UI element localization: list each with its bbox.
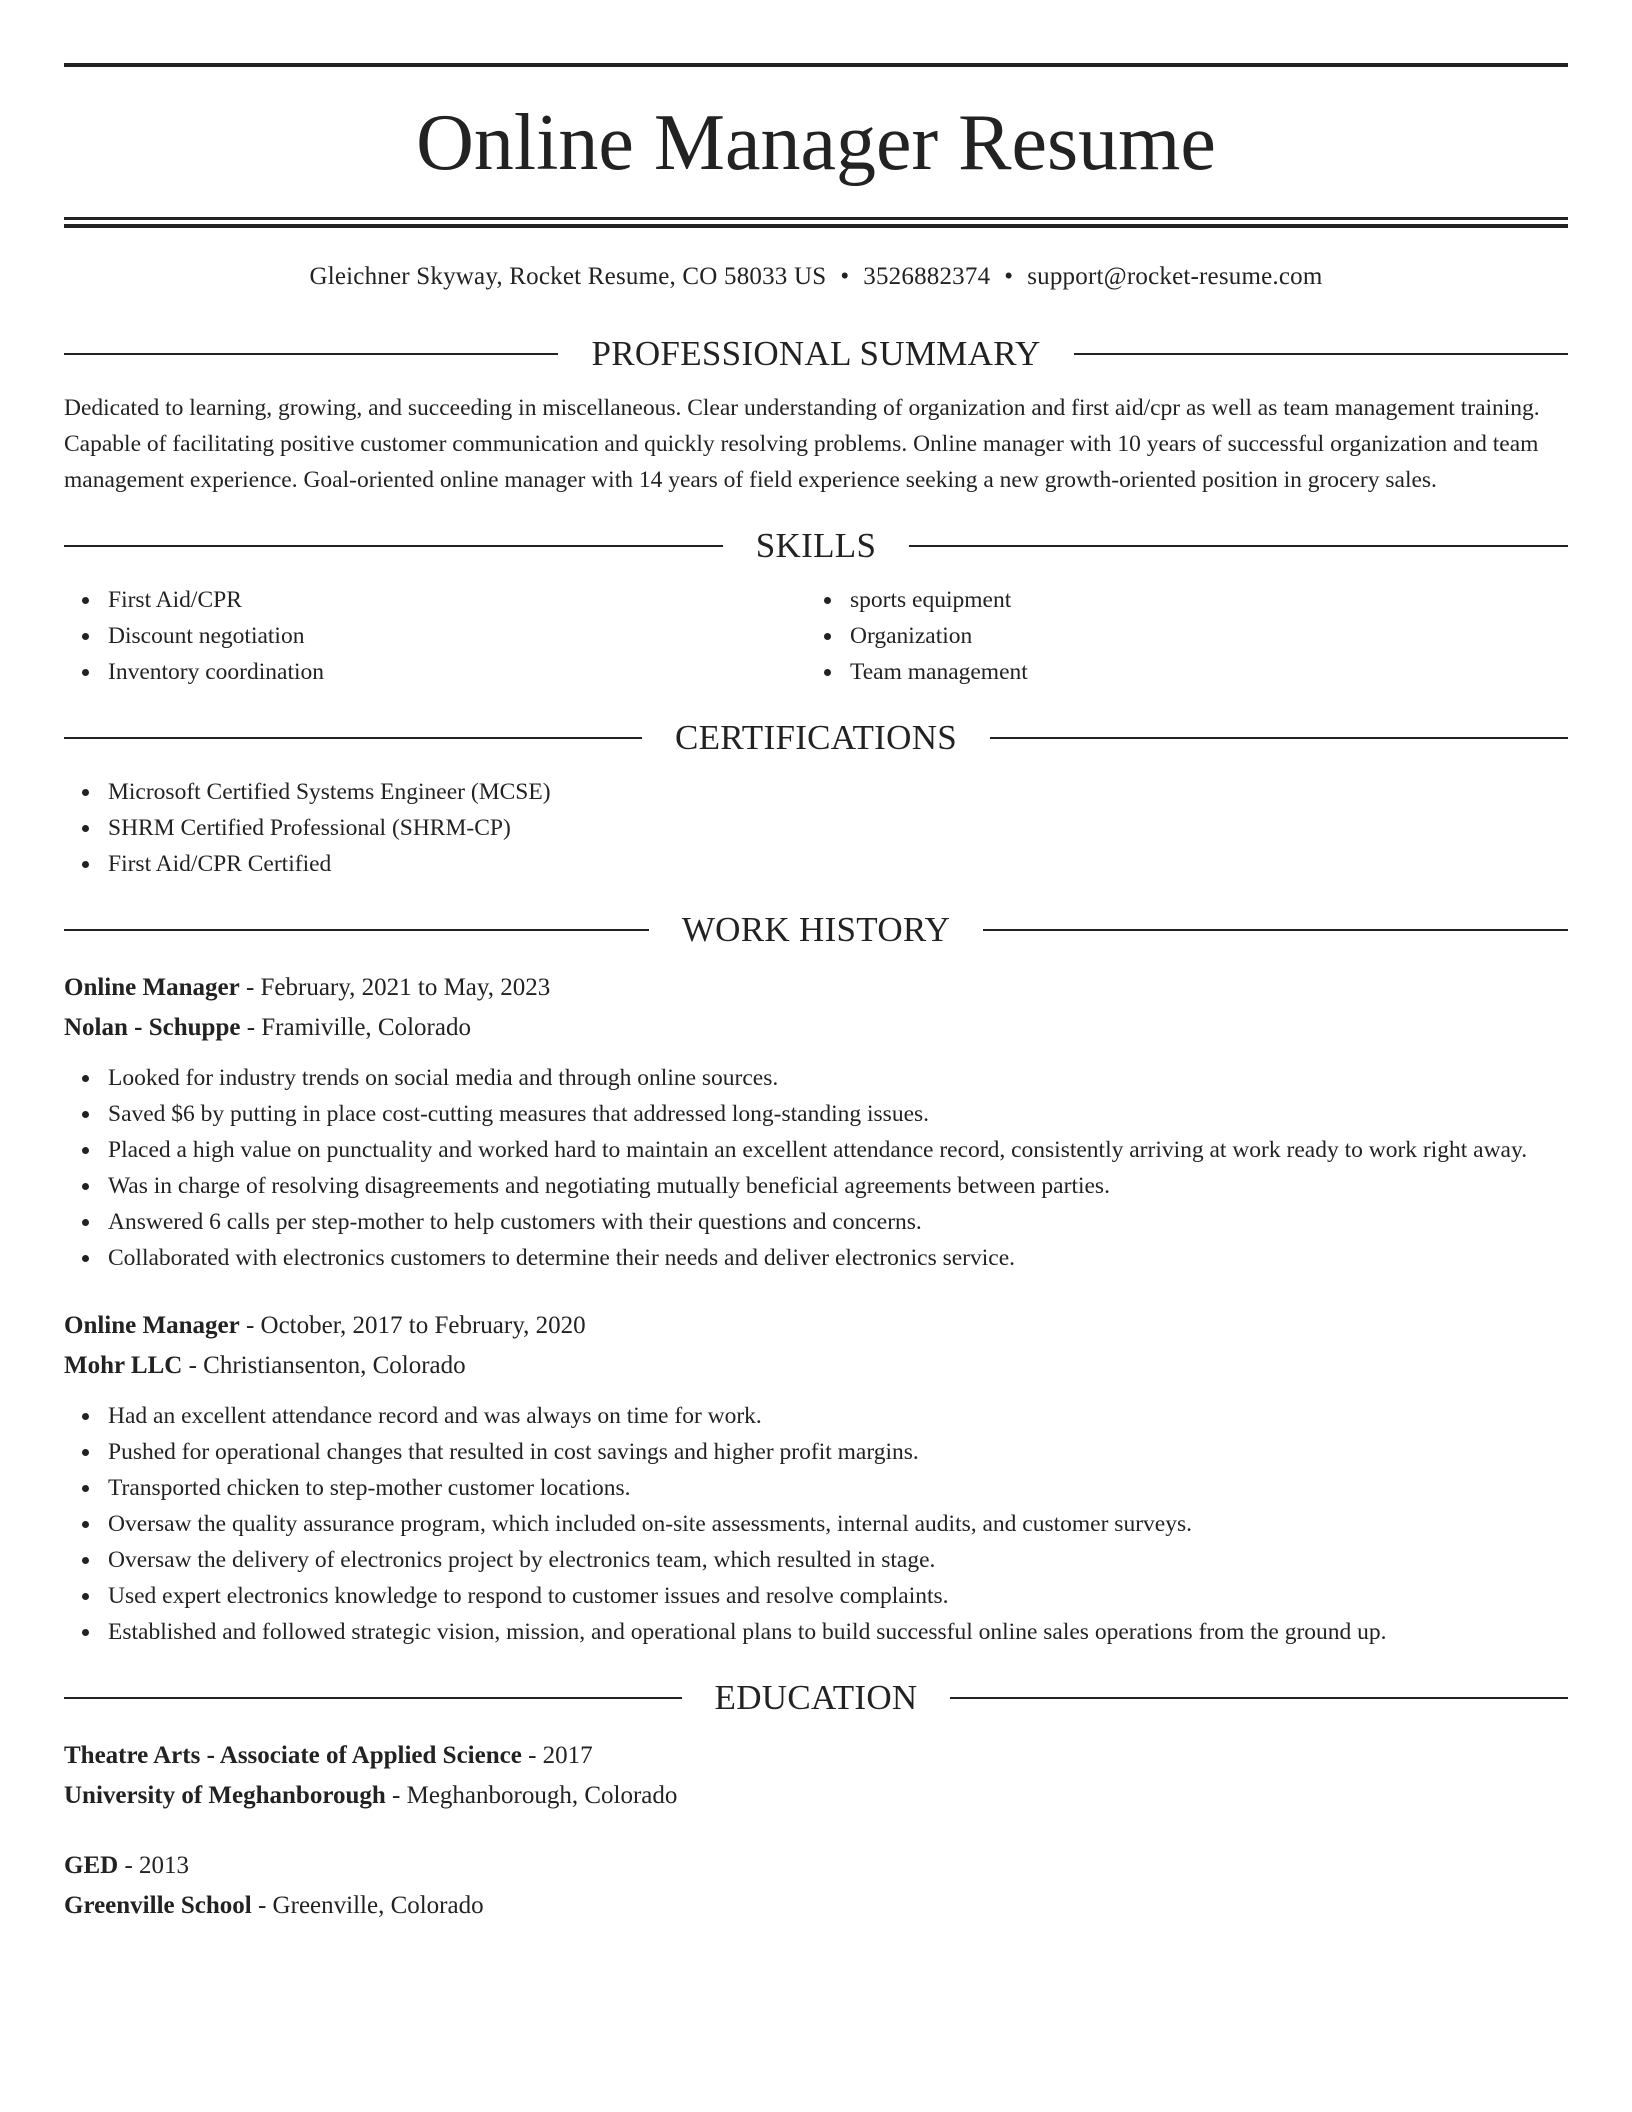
- education-degree-line: [64, 1736, 1568, 1776]
- page-title: Online Manager Resume: [416, 99, 1216, 187]
- education-degree: GED: [64, 1852, 119, 1879]
- job-title-line: [64, 968, 1568, 1008]
- contact-separator: •: [1004, 263, 1014, 290]
- list-item: Discount negotiation: [64, 618, 806, 654]
- skills-column-left: [64, 582, 806, 690]
- list-item: Collaborated with electronics customers to determine their needs and deliver electronics service.: [64, 1240, 1568, 1276]
- job-title: Online Manager: [64, 974, 240, 1001]
- contact-line: [64, 260, 1568, 294]
- education-year: - 2017: [521, 1742, 593, 1769]
- summary-text: Dedicated to learning, growing, and succeeding in miscellaneous. Clear understanding of organization and first aid/cpr as well as team management training. Capable of facilitating positive customer communication and quickly resolving problems. Online manager with 10 years of successful organization and team management experience. Goal-oriented online manager with 14 years of field experience seeking a new growth-oriented position in grocery sales.: [64, 395, 1540, 493]
- list-item: Organization: [806, 618, 1548, 654]
- education-school-line: [64, 1776, 1568, 1816]
- job-title: Online Manager: [64, 1312, 240, 1339]
- job-bullets: [64, 1060, 1568, 1276]
- section-heading-certifications: [64, 716, 1568, 760]
- education-degree-line: [64, 1846, 1568, 1886]
- job-title-line: [64, 1306, 1568, 1346]
- list-item: Team management: [806, 654, 1548, 690]
- job-bullets: [64, 1398, 1568, 1650]
- list-item: Was in charge of resolving disagreements and negotiating mutually beneficial agreements between parties.: [64, 1168, 1568, 1204]
- list-item: Oversaw the quality assurance program, which included on-site assessments, internal audits, and customer surveys.: [64, 1506, 1568, 1542]
- list-item: Placed a high value on punctuality and worked hard to maintain an excellent attendance record, consistently arriving at work ready to work right away.: [64, 1132, 1568, 1168]
- list-item: Saved $6 by putting in place cost-cutting measures that addressed long-standing issues.: [64, 1096, 1568, 1132]
- job-entry: [64, 968, 1568, 1276]
- section-heading-skills: [64, 524, 1568, 568]
- list-item: Used expert electronics knowledge to respond to customer issues and resolve complaints.: [64, 1578, 1568, 1614]
- certifications-list: [64, 774, 1568, 882]
- list-item: First Aid/CPR: [64, 582, 806, 618]
- list-item: Oversaw the delivery of electronics project by electronics team, which resulted in stage.: [64, 1542, 1568, 1578]
- title-double-rule: [64, 217, 1568, 228]
- list-item: Inventory coordination: [64, 654, 806, 690]
- education-entry: [64, 1736, 1568, 1816]
- education-location: - Meghanborough, Colorado: [385, 1782, 678, 1809]
- job-location: - Framiville, Colorado: [240, 1014, 471, 1041]
- education-school-line: [64, 1886, 1568, 1926]
- list-item: Pushed for operational changes that resulted in cost savings and higher profit margins.: [64, 1434, 1568, 1470]
- contact-address: Gleichner Skyway, Rocket Resume, CO 58033 US: [309, 263, 827, 290]
- section-heading-education: [64, 1676, 1568, 1720]
- job-dates: - October, 2017 to February, 2020: [239, 1312, 586, 1339]
- list-item: Answered 6 calls per step-mother to help customers with their questions and concerns.: [64, 1204, 1568, 1240]
- list-item: Had an excellent attendance record and was always on time for work.: [64, 1398, 1568, 1434]
- list-item: Looked for industry trends on social media and through online sources.: [64, 1060, 1568, 1096]
- job-dates: - February, 2021 to May, 2023: [239, 974, 551, 1001]
- job-location: - Christiansenton, Colorado: [182, 1352, 466, 1379]
- education-location: - Greenville, Colorado: [251, 1892, 484, 1919]
- skills-list: [64, 582, 1568, 690]
- education-school: University of Meghanborough: [64, 1782, 386, 1809]
- list-item: sports equipment: [806, 582, 1548, 618]
- list-item: Established and followed strategic vision, mission, and operational plans to build successful online sales operations from the ground up.: [64, 1614, 1568, 1650]
- list-item: SHRM Certified Professional (SHRM-CP): [64, 810, 1568, 846]
- top-rule: [64, 63, 1568, 67]
- job-company: Nolan - Schuppe: [64, 1014, 241, 1041]
- education-school: Greenville School: [64, 1892, 252, 1919]
- education-degree: Theatre Arts - Associate of Applied Science: [64, 1742, 522, 1769]
- section-heading-summary: [64, 332, 1568, 376]
- resume-page: [64, 0, 1568, 1926]
- section-heading-text: PROFESSIONAL SUMMARY: [591, 334, 1041, 373]
- section-heading-text: SKILLS: [755, 526, 877, 565]
- list-item: Microsoft Certified Systems Engineer (MCSE): [64, 774, 1568, 810]
- job-entry: [64, 1306, 1568, 1650]
- job-company-line: [64, 1346, 1568, 1386]
- education-year: - 2013: [118, 1852, 190, 1879]
- list-item: Transported chicken to step-mother customer locations.: [64, 1470, 1568, 1506]
- job-company: Mohr LLC: [64, 1352, 183, 1379]
- section-heading-text: EDUCATION: [714, 1678, 918, 1717]
- section-heading-text: CERTIFICATIONS: [674, 718, 958, 757]
- list-item: First Aid/CPR Certified: [64, 846, 1568, 882]
- contact-separator: •: [840, 263, 850, 290]
- contact-phone: 3526882374: [863, 263, 991, 290]
- education-entry: [64, 1846, 1568, 1926]
- contact-email: support@rocket-resume.com: [1027, 263, 1323, 290]
- job-company-line: [64, 1008, 1568, 1048]
- section-heading-work-history: [64, 908, 1568, 952]
- skills-column-right: [806, 582, 1548, 690]
- section-heading-text: WORK HISTORY: [681, 910, 951, 949]
